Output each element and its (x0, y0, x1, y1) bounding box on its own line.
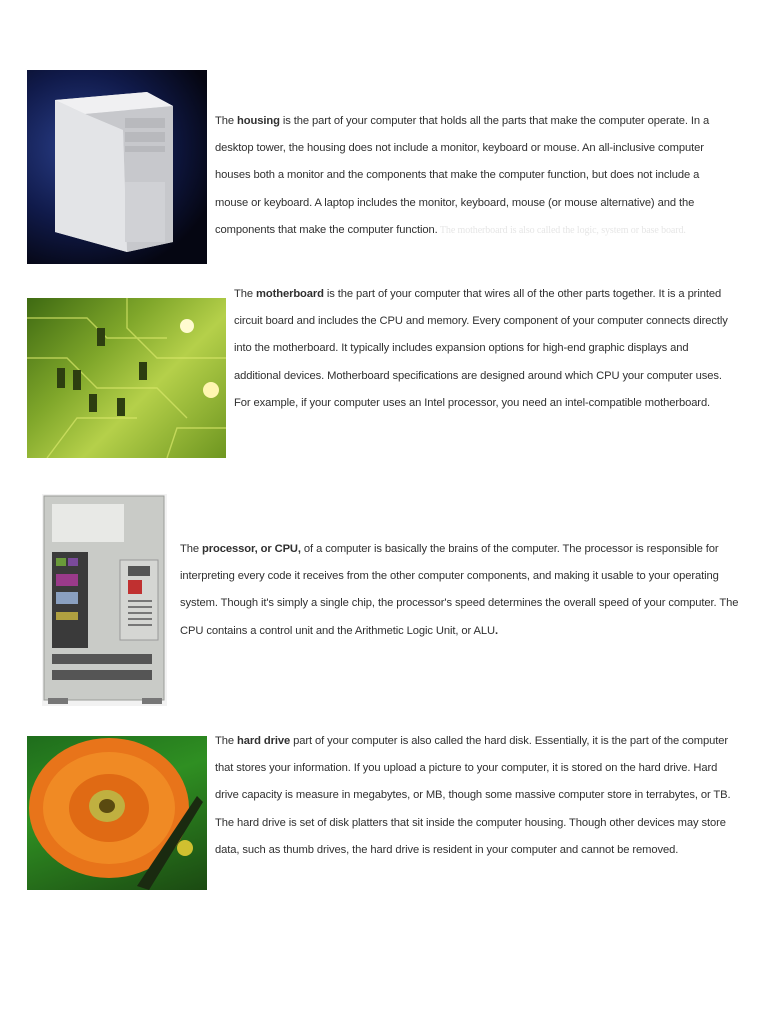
motherboard-body: is the part of your computer that wires all of the other parts together. It is a printed circuit board and includes the CPU and memory. Every component of your computer connects directly into the motherboard. It typically includes expansion options for high-end graphic displays and additional devices. Motherboard specifications are designed around which CPU your computer uses. For example, if your computer uses an Intel processor, you need an intel-compatible motherboard. (234, 288, 728, 409)
circuit-board-illustration (27, 298, 226, 458)
hard-disk-illustration (27, 736, 207, 890)
computer-back-panel-illustration (42, 494, 167, 706)
housing-lead: The (215, 115, 237, 127)
computer-tower-illustration (27, 70, 207, 264)
processor-image (42, 494, 167, 706)
motherboard-lead: The (234, 288, 256, 300)
hard-drive-image (27, 736, 207, 890)
housing-faint-text: The motherboard is also called the logic, system or base board. (437, 224, 686, 236)
hard-drive-term: hard drive (237, 735, 291, 747)
housing-body: is the part of your computer that holds all the parts that make the computer operate. In a desktop tower, the housing does not include a monitor, keyboard or mouse. An all-inclusive computer houses both a monitor and the components that make the computer function, but does not include a mouse or keyboard. A laptop includes the monitor, keyboard, mouse (or mouse alternative) and the components that make the computer function. (215, 115, 710, 236)
housing-paragraph (215, 108, 735, 244)
housing-term: housing (237, 115, 280, 127)
processor-term: processor, or CPU, (202, 543, 301, 555)
motherboard-image (27, 298, 226, 458)
motherboard-term: motherboard (256, 288, 324, 300)
processor-tail: . (495, 624, 499, 637)
housing-image (27, 70, 207, 264)
processor-body: of a computer is basically the brains of the computer. The processor is responsible for interpreting every code it receives from the other computer components, and making it usable to your operating system. Though it's simply a single chip, the processor's speed determines the overall speed of your computer. The CPU contains a control unit and the Arithmetic Logic Unit, or ALU (180, 543, 739, 637)
processor-paragraph (180, 536, 740, 645)
hard-drive-body: part of your computer is also called the hard disk. Essentially, it is the part of the computer that stores your information. If you upload a picture to your computer, it is stored on the hard drive. Hard drive capacity is measure in megabytes, or MB, though some massive computer store in terrabytes, or TB. The hard drive is set of disk platters that sit inside the computer housing. Though other devices may store data, such as thumb drives, the hard drive is resident in your computer and cannot be removed. (215, 735, 731, 856)
motherboard-paragraph (234, 281, 734, 417)
hard-drive-paragraph (215, 728, 735, 864)
processor-lead: The (180, 543, 202, 555)
hard-drive-lead: The (215, 735, 237, 747)
